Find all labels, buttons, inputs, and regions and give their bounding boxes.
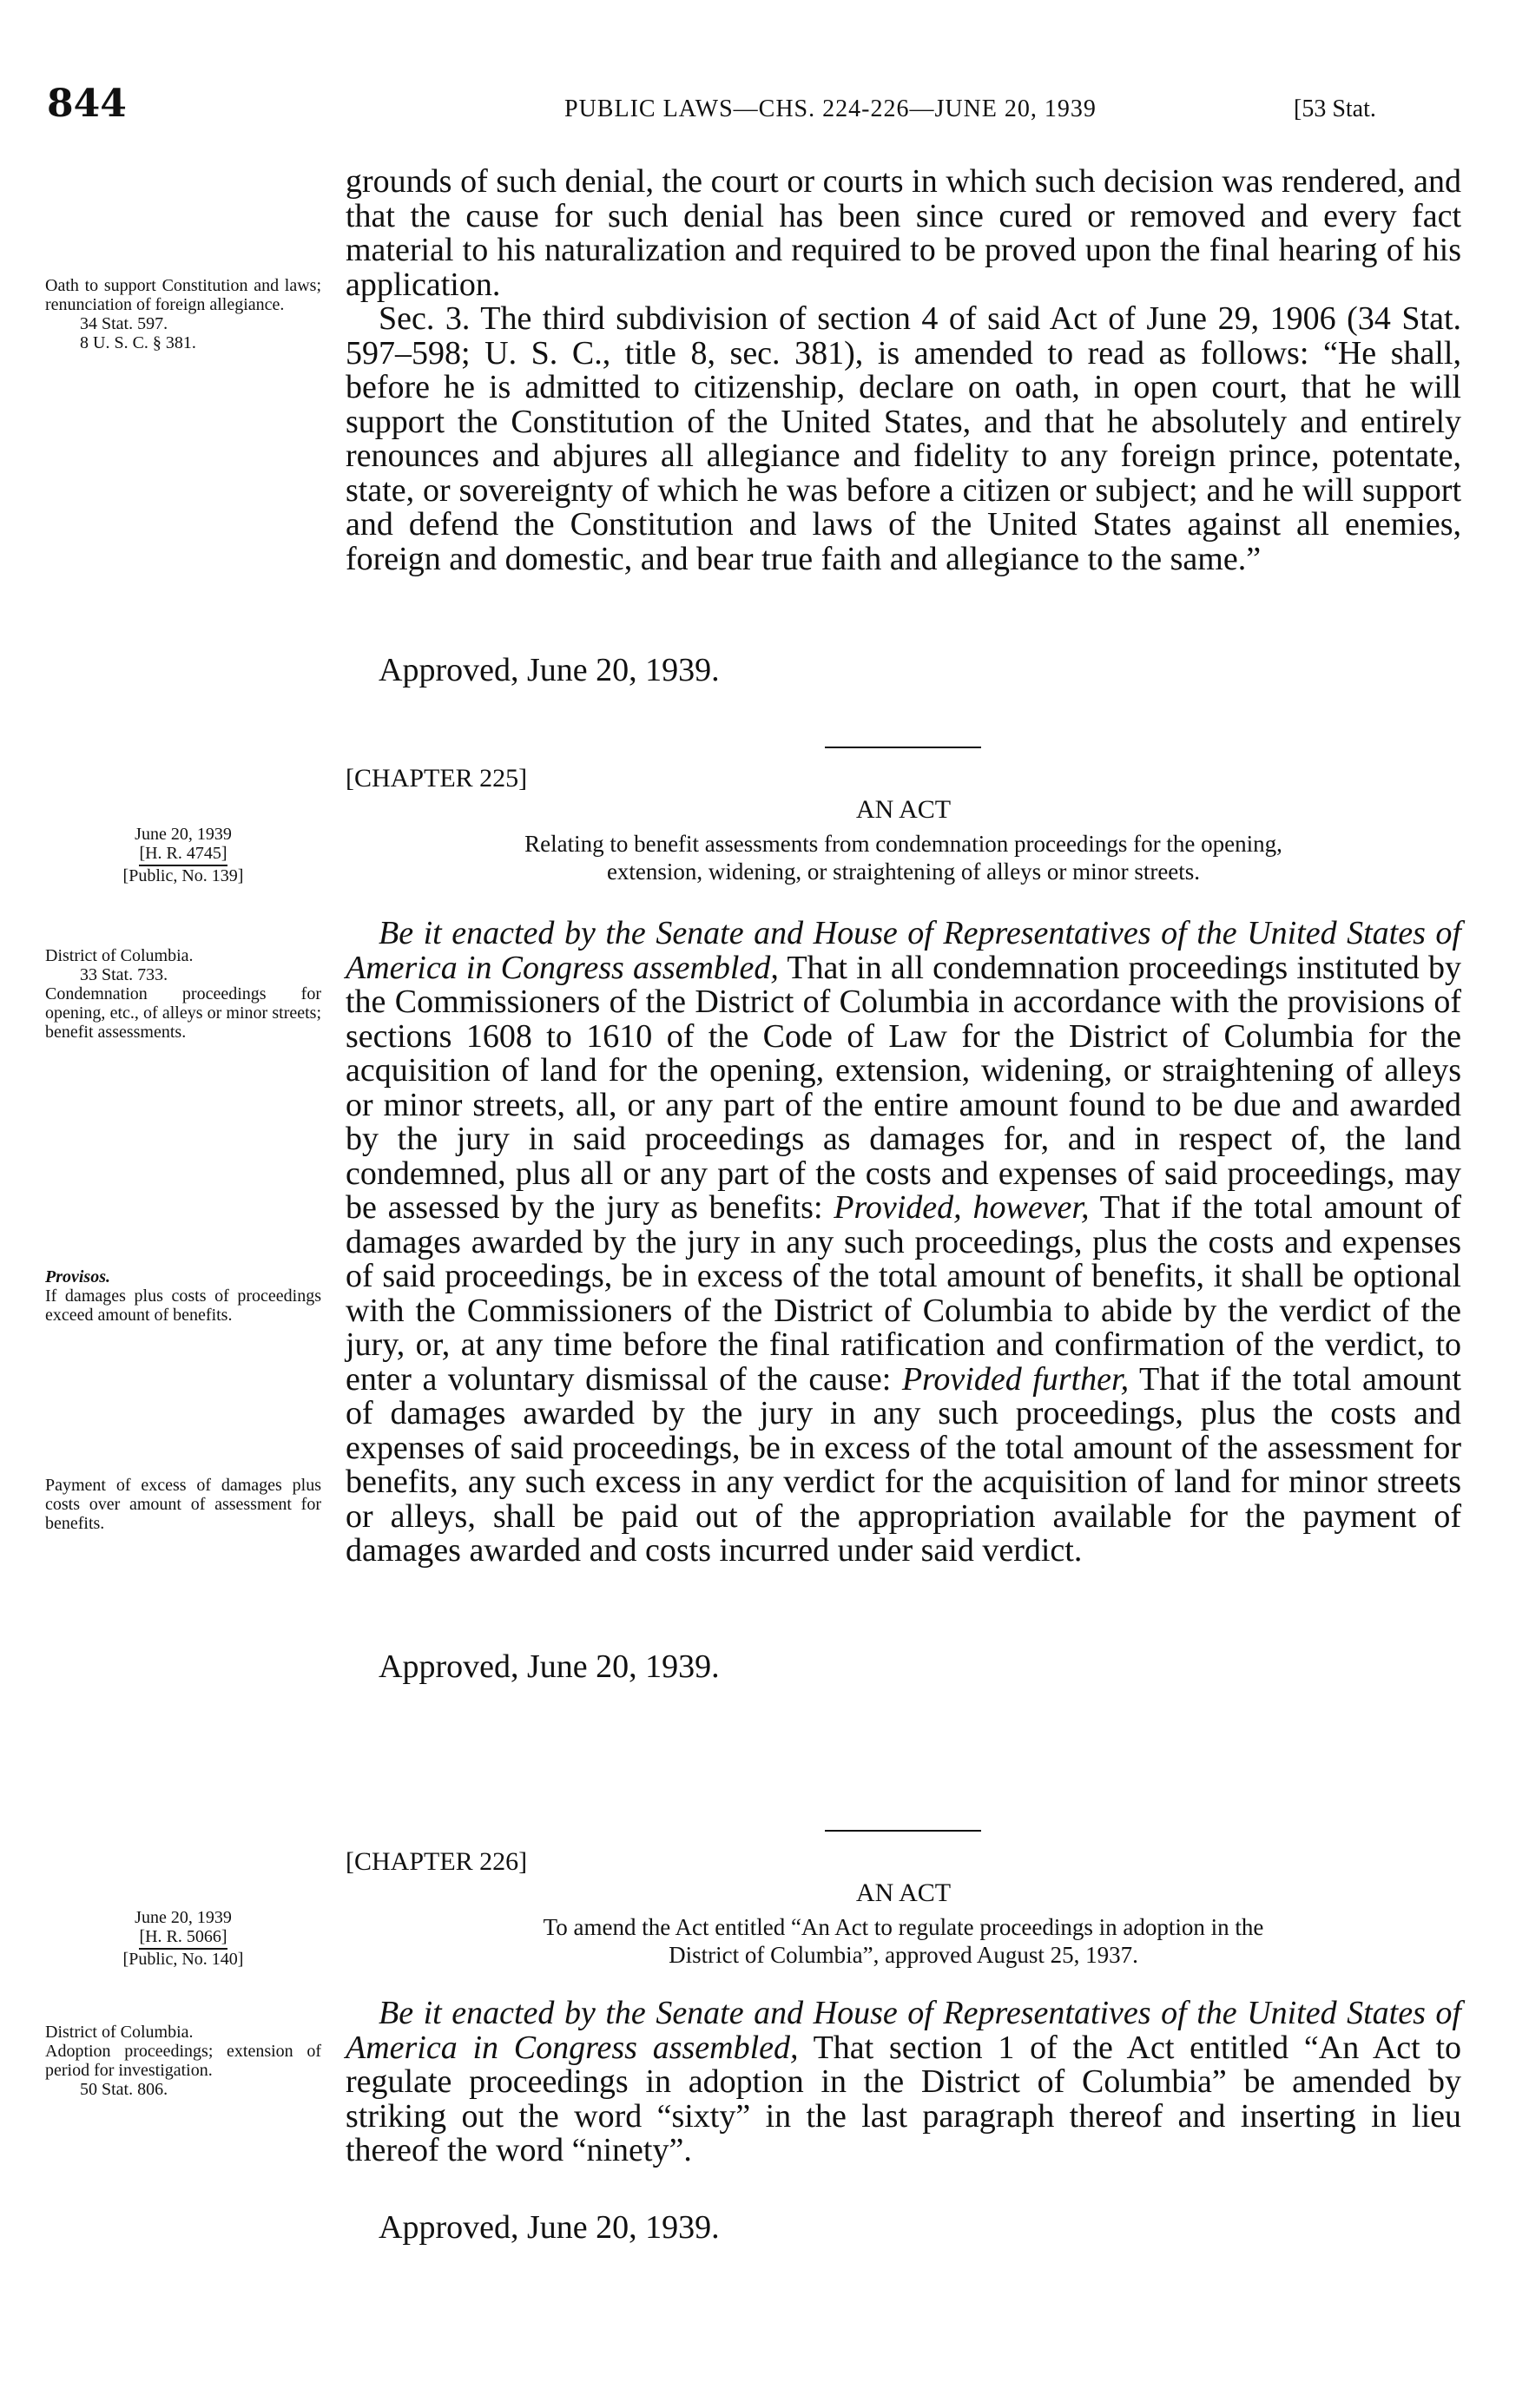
- margin-226-date: June 20, 1939: [135, 1908, 232, 1927]
- enacting-clause-226: Be it enacted by the Senate and House of Representatives of the United States of America in Congress assembled,: [346, 1995, 1461, 2066]
- continued-paragraph: grounds of such denial, the court or courts in which such decision was rendered, and that the cause for such denial has been since cured or removed and every fact material to his naturalization and required to be proved upon the final hearing of his application.: [346, 163, 1461, 303]
- margin-225-note1-desc: Condemnation proceedings for opening, etc., of alleys or minor streets; benefit assessments.: [45, 984, 321, 1042]
- approved-ch224: Approved, June 20, 1939.: [379, 652, 720, 688]
- approved-ch226: Approved, June 20, 1939.: [379, 2209, 720, 2246]
- chapter-226-body: [346, 1997, 1461, 2168]
- chapter-225-label: [CHAPTER 225]: [346, 764, 528, 793]
- purpose-226: [346, 1913, 1461, 1969]
- body-225-part3: That if the total amount of damages awarded by the jury in any such proceedings, plus the costs and expenses of said proceedings, be in excess of the total amount of the assessment for benefits, any such excess in any verdict for the acquisition of land for minor streets or alleys, shall be paid out of the appropriation available for the payment of damages awarded and costs incurred under said verdict.: [346, 1360, 1461, 1569]
- body-225-part2: That if the total amount of damages awarded by the jury in any such proceedings, plus the costs and expenses of said proceedings, be in excess of the total amount of benefits, it shall be optional with the Commissioners of the District of Columbia to abide by the verdict of the jury, or, at any time before the final ratification and confirmation of the verdict, to enter a voluntary dismissal of the cause:: [346, 1189, 1462, 1398]
- margin-payment-text: Payment of excess of damages plus costs over amount of assessment for benefits.: [45, 1476, 321, 1533]
- margin-226-public: [Public, No. 140]: [122, 1950, 244, 1969]
- margin-oath-title: Oath to support Constitution and laws; renunciation of foreign allegiance.: [45, 276, 321, 314]
- margin-226-note1-cite: 50 Stat. 806.: [80, 2080, 168, 2099]
- margin-226-note1-title: District of Columbia.: [45, 2023, 194, 2042]
- margin-225-bill: [H. R. 4745]: [139, 844, 227, 866]
- enacting-clause-225: Be it enacted by the Senate and House of Representatives of the United States of America in Congress assembled,: [346, 915, 1461, 986]
- approved-ch225: Approved, June 20, 1939.: [379, 1648, 720, 1685]
- margin-225-date: June 20, 1939: [135, 825, 232, 844]
- margin-note-oath: [45, 276, 321, 352]
- margin-oath-cite1: 34 Stat. 597.: [80, 314, 168, 333]
- margin-bill-226: [45, 1908, 321, 1969]
- section-3: Sec. 3. The third subdivision of section 4 of said Act of June 29, 1906 (34 Stat. 597–598; U. S. C., title 8, sec. 381), is amended to read as follows: “He shall, before he is admitted to citizenship, declare on oath, in open court, that he will support the Constitution of the United States, and that he absolutely and entirely renounces and abjures all allegiance and fidelity to any foreign prince, potentate, state, or sovereignty of which he was before a citizen or subject; and he will support and defend the Constitution and laws of the United States against all enemies, foreign and domestic, and bear true faith and allegiance to the same.”: [346, 300, 1461, 577]
- body-226: That section 1 of the Act entitled “An Act to regulate proceedings in adoption in the District of Columbia” be amended by striking out the word “sixty” in the last paragraph thereof and inserting in lieu thereof the word “ninety”.: [346, 2029, 1462, 2168]
- margin-note-provisos: [45, 1267, 321, 1325]
- margin-provisos-text: If damages plus costs of proceedings exceed amount of benefits.: [45, 1286, 321, 1325]
- chapter-226-paragraph: [346, 1997, 1461, 2168]
- margin-225-note1-cite: 33 Stat. 733.: [80, 965, 168, 984]
- purpose-226-line1: To amend the Act entitled “An Act to regulate proceedings in adoption in the: [543, 1914, 1264, 1940]
- section-rule-225: [825, 747, 981, 748]
- act-title-225: AN ACT: [855, 795, 952, 824]
- chapter-225-body: [346, 917, 1461, 1569]
- purpose-225-line2: extension, widening, or straightening of alleys or minor streets.: [606, 859, 1201, 885]
- margin-note-dc-226: [45, 2023, 321, 2099]
- act-title-226: AN ACT: [855, 1878, 952, 1907]
- margin-225-public: [Public, No. 139]: [122, 866, 244, 885]
- margin-note-payment: [45, 1476, 321, 1533]
- margin-bill-225: [45, 825, 321, 885]
- body-225-part1: That in all condemnation proceedings instituted by the Commissioners of the District of Columbia in accordance with the provisions of sections 1608 to 1610 of the Code of Law for the District of Columbia for the acquisition of land for the opening, extension, widening, or straightening of alleys or minor streets, all, or any part of the entire amount found to be due and awarded by the jury in said proceedings as damages for, and in respect of, the land condemned, plus all or any part of the costs and expenses of said proceedings, may be assessed by the jury as benefits:: [346, 949, 1461, 1226]
- margin-oath-cite2: 8 U. S. C. § 381.: [80, 333, 196, 352]
- chapter-226-label: [CHAPTER 226]: [346, 1847, 528, 1876]
- margin-provisos-label: Provisos.: [45, 1267, 110, 1286]
- margin-225-note1-title: District of Columbia.: [45, 946, 194, 965]
- purpose-226-line2: District of Columbia”, approved August 25, 1937.: [669, 1942, 1138, 1968]
- chapter-225-paragraph: [346, 917, 1461, 1569]
- proviso-further: Provided further,: [901, 1360, 1130, 1398]
- continued-text: [346, 165, 1461, 576]
- volume-citation: [53 Stat.: [1294, 95, 1376, 122]
- purpose-225: [346, 830, 1461, 885]
- purpose-225-line1: Relating to benefit assessments from condemnation proceedings for the opening,: [524, 831, 1282, 857]
- margin-226-bill: [H. R. 5066]: [139, 1927, 227, 1950]
- margin-note-dc-225: [45, 946, 321, 1042]
- page-number: 844: [47, 82, 127, 126]
- running-head: PUBLIC LAWS—CHS. 224-226—JUNE 20, 1939: [564, 95, 1097, 122]
- proviso-however: Provided, however,: [834, 1189, 1090, 1226]
- margin-226-note1-desc: Adoption proceedings; extension of period for investigation.: [45, 2042, 321, 2080]
- section-rule-226: [825, 1830, 981, 1832]
